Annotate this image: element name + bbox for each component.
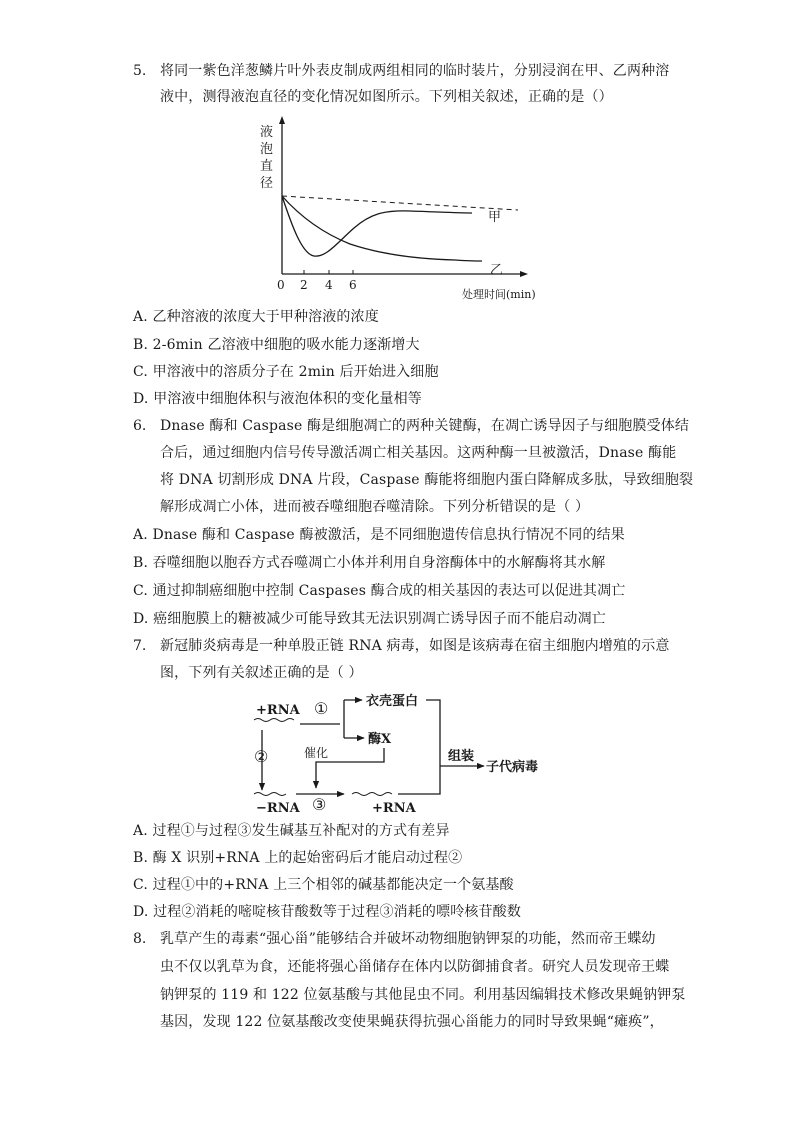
question-7-option-c: C. 过程①中的+RNA 上三个相邻的碱基都能决定一个氨基酸 xyxy=(133,877,514,893)
x-tick-label-0: 0 xyxy=(277,278,285,292)
minus-rna-label: −RNA xyxy=(256,801,300,816)
question-7-stem-line-1: 新冠肺炎病毒是一种单股正链 RNA 病毒，如图是该病毒在宿主细胞内增殖的示意 xyxy=(160,638,670,654)
initial-size-dashed-line xyxy=(282,196,518,210)
virus-replication-diagram xyxy=(240,690,560,818)
question-6-stem-line-2: 合后，通过细胞内信号传导激活凋亡相关基因。这两种酶一旦被激活，Dnase 酶能 xyxy=(160,445,677,461)
step-3-label: ③ xyxy=(312,795,327,814)
curve-jia xyxy=(282,196,472,256)
question-6-stem-line-4: 解形成凋亡小体，进而被吞噬细胞吞噬清除。下列分析错误的是（ ） xyxy=(160,499,590,515)
x-tick-label-4: 4 xyxy=(325,278,333,292)
plus-rna-bottom-label: +RNA xyxy=(372,801,416,816)
y-axis-label-char-1: 液 xyxy=(260,125,274,140)
x-tick-label-6: 6 xyxy=(349,278,357,292)
question-5-number: 5. xyxy=(133,63,147,79)
y-axis-label-char-2: 泡 xyxy=(260,142,274,157)
question-6-stem-line-1: Dnase 酶和 Caspase 酶是细胞凋亡的两种关键酶，在凋亡诱导因子与细胞膜受体结 xyxy=(160,418,690,434)
y-axis-arrow xyxy=(279,116,285,124)
progeny-virus-label: 子代病毒 xyxy=(486,760,539,775)
plus-rna-bottom-wave xyxy=(352,793,392,796)
question-8-stem-line-2: 虫不仅以乳草为食，还能将强心甾储存在体内以防御捕食者。研究人员发现帝王蝶 xyxy=(160,959,670,975)
question-7-option-d: D. 过程②消耗的嘧啶核苷酸数等于过程③消耗的嘌呤核苷酸数 xyxy=(133,904,521,920)
question-5-stem-line-2: 液中，测得液泡直径的变化情况如图所示。下列相关叙述，正确的是（） xyxy=(160,89,613,105)
question-6-number: 6. xyxy=(133,418,147,434)
y-axis-label-char-3: 直 xyxy=(260,159,274,174)
curve-yi xyxy=(282,196,482,261)
question-8-number: 8. xyxy=(133,931,147,947)
step-1-label: ① xyxy=(314,699,329,718)
minus-rna-wave xyxy=(254,793,286,796)
question-7-stem-line-2: 图，下列有关叙述正确的是（ ） xyxy=(160,665,363,681)
question-6-option-a: A. Dnase 酶和 Caspase 酶被激活，是不同细胞遗传信息执行情况不同的结果 xyxy=(133,527,625,543)
question-8-stem-line-3: 钠钾泵的 119 和 122 位氨基酸与其他昆虫不同。利用基因编辑技术修改果蝇钠钾泵 xyxy=(160,987,686,1003)
question-6-stem-line-3: 将 DNA 切割形成 DNA 片段，Caspase 酶能将细胞内蛋白降解成多肽，导致细胞裂 xyxy=(160,472,694,488)
x-axis-label: 处理时间(min) xyxy=(462,288,536,301)
vacuole-diameter-graph xyxy=(250,114,550,304)
assembly-bracket xyxy=(398,700,440,794)
plus-rna-top-label: +RNA xyxy=(256,703,300,718)
question-5-option-c: C. 甲溶液中的溶质分子在 2min 后开始进入细胞 xyxy=(133,364,439,380)
coat-protein-label: 衣壳蛋白 xyxy=(366,694,419,709)
plus-rna-top-wave xyxy=(254,719,294,722)
question-5-option-a: A. 乙种溶液的浓度大于甲种溶液的浓度 xyxy=(133,309,379,325)
step-2-label: ② xyxy=(254,747,269,766)
catalysis-label: 催化 xyxy=(304,746,329,760)
question-6-option-c: C. 通过抑制癌细胞中控制 Caspases 酶合成的相关基因的表达可以促进其凋亡 xyxy=(133,583,626,599)
question-5-option-b: B. 2-6min 乙溶液中细胞的吸水能力逐渐增大 xyxy=(133,337,420,353)
question-6-option-b: B. 吞噬细胞以胞吞方式吞噬凋亡小体并利用自身溶酶体中的水解酶将其水解 xyxy=(133,555,606,571)
x-tick-label-2: 2 xyxy=(300,278,308,292)
x-axis-arrow xyxy=(520,271,528,277)
y-axis-label-char-4: 径 xyxy=(260,176,274,191)
question-5-option-d: D. 甲溶液中细胞体积与液泡体积的变化量相等 xyxy=(133,391,422,407)
assembly-label: 组装 xyxy=(448,749,475,764)
question-7-option-b: B. 酶 X 识别+RNA 上的起始密码后才能启动过程② xyxy=(133,850,463,866)
question-7-number: 7. xyxy=(133,638,147,654)
question-8-stem-line-1: 乳草产生的毒素“强心甾”能够结合并破坏动物细胞钠钾泵的功能，然而帝王蝶幼 xyxy=(160,931,656,947)
question-8-stem-line-4: 基因，发现 122 位氨基酸改变使果蝇获得抗强心甾能力的同时导致果蝇“瘫痪”， xyxy=(160,1014,664,1030)
question-6-option-d: D. 癌细胞膜上的糖被减少可能导致其无法识别凋亡诱导因子而不能启动凋亡 xyxy=(133,611,606,627)
question-7-option-a: A. 过程①与过程③发生碱基互补配对的方式有差异 xyxy=(133,823,450,839)
curve-jia-label: 甲 xyxy=(488,210,502,225)
enzyme-x-label: 酶X xyxy=(368,732,392,747)
curve-yi-label: 乙 xyxy=(490,263,504,278)
question-5-stem-line-1: 将同一紫色洋葱鳞片叶外表皮制成两组相同的临时装片，分别浸润在甲、乙两种溶 xyxy=(160,63,670,79)
